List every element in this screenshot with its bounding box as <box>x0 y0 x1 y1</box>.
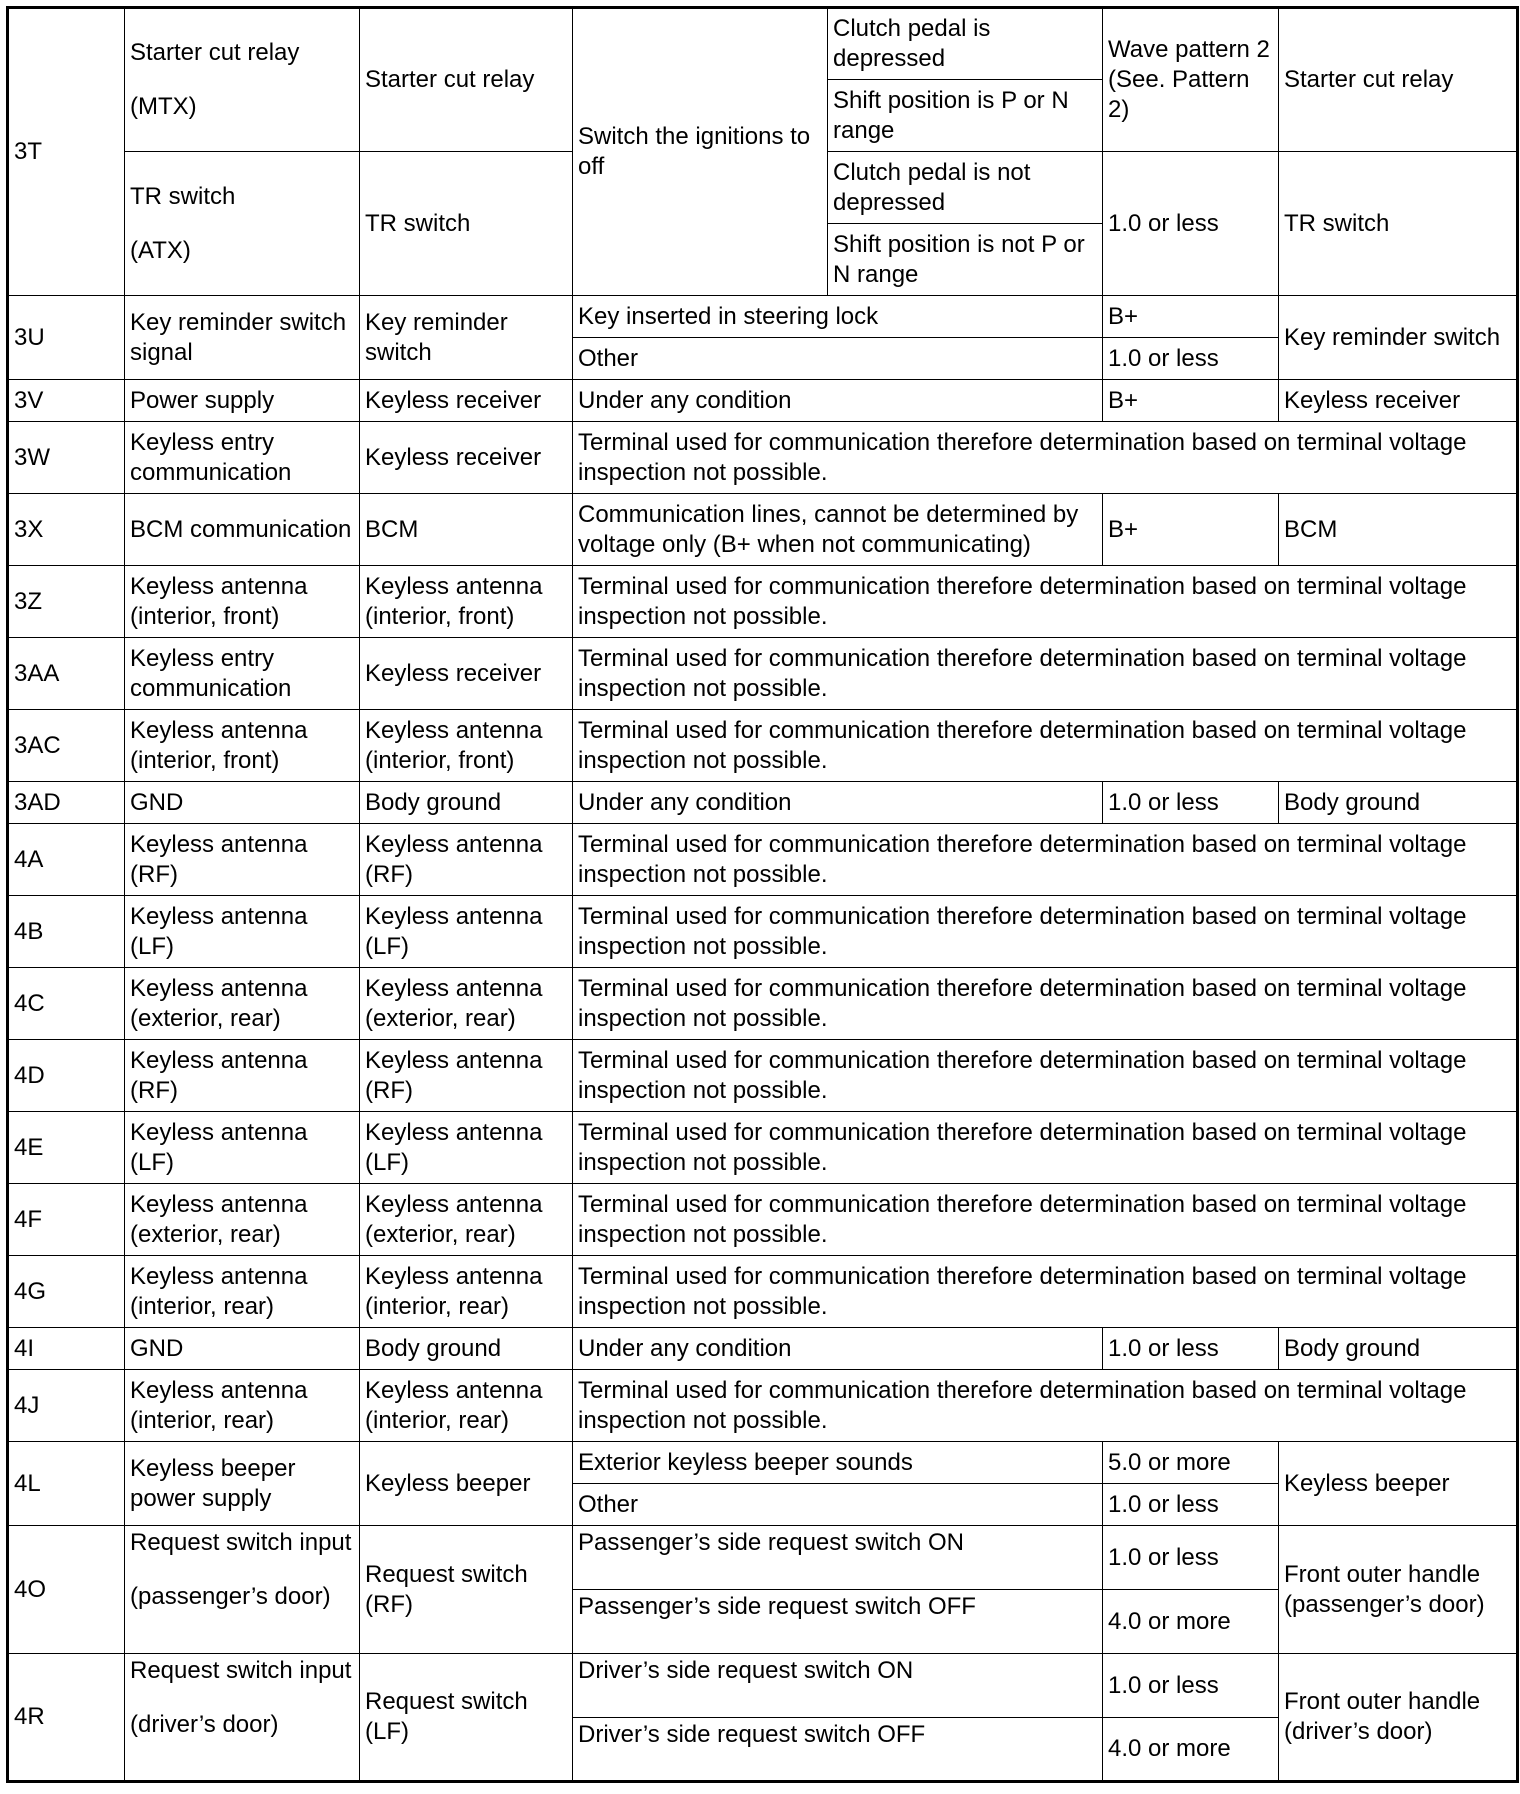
table-row <box>8 1256 1518 1328</box>
connected-to-cell: Keyless antenna (exterior, rear) <box>125 968 360 1040</box>
table-row <box>8 566 1518 638</box>
inspection-item-cell: Keyless antenna (exterior, rear) <box>360 968 573 1040</box>
terminal-cell: 3U <box>8 296 125 380</box>
voltage-cell: 4.0 or more <box>1103 1718 1279 1782</box>
connected-to-cell: Keyless beeper power supply <box>125 1442 360 1526</box>
condition-cell: Under any condition <box>573 1328 1103 1370</box>
voltage-cell: 1.0 or less <box>1103 152 1279 296</box>
note-cell: Terminal used for communication therefore determination based on terminal voltage inspection not possible. <box>573 1112 1518 1184</box>
terminal-cell: 4D <box>8 1040 125 1112</box>
connected-to-cell <box>125 8 360 152</box>
possible-cause-cell: Keyless receiver <box>1279 380 1518 422</box>
terminal-cell: 4E <box>8 1112 125 1184</box>
sub-condition-cell: Clutch pedal is not depressed <box>828 152 1103 224</box>
table-row <box>8 710 1518 782</box>
connected-to-cell: Keyless antenna (LF) <box>125 1112 360 1184</box>
connected-to-cell: Key reminder switch signal <box>125 296 360 380</box>
inspection-item-cell: Keyless receiver <box>360 638 573 710</box>
terminal-cell: 4B <box>8 896 125 968</box>
inspection-item-cell: Keyless antenna (exterior, rear) <box>360 1184 573 1256</box>
condition-cell: Passenger’s side request switch ON <box>573 1526 1103 1590</box>
note-cell: Terminal used for communication therefore determination based on terminal voltage inspection not possible. <box>573 968 1518 1040</box>
voltage-cell: B+ <box>1103 494 1279 566</box>
table-row <box>8 1526 1518 1590</box>
possible-cause-cell: Starter cut relay <box>1279 8 1518 152</box>
terminal-cell: 4C <box>8 968 125 1040</box>
inspection-item-cell: TR switch <box>360 152 573 296</box>
sub-condition-cell: Shift position is P or N range <box>828 80 1103 152</box>
connected-to-note: (MTX) <box>130 93 197 120</box>
table-row <box>8 1112 1518 1184</box>
connected-to-cell: Keyless antenna (interior, front) <box>125 710 360 782</box>
possible-cause-cell: BCM <box>1279 494 1518 566</box>
table-row <box>8 1442 1518 1484</box>
table-row <box>8 896 1518 968</box>
table-row <box>8 1184 1518 1256</box>
inspection-item-cell: Body ground <box>360 1328 573 1370</box>
sub-condition-cell: Shift position is not P or N range <box>828 224 1103 296</box>
connected-to-note: (driver’s door) <box>130 1711 279 1738</box>
terminal-cell: 3T <box>8 8 125 296</box>
condition-cell: Key inserted in steering lock <box>573 296 1103 338</box>
voltage-cell: B+ <box>1103 380 1279 422</box>
table-row <box>8 782 1518 824</box>
note-cell: Terminal used for communication therefore determination based on terminal voltage inspection not possible. <box>573 1184 1518 1256</box>
condition-cell: Driver’s side request switch OFF <box>573 1718 1103 1782</box>
inspection-table <box>6 6 1519 1783</box>
inspection-item-cell: Keyless antenna (LF) <box>360 896 573 968</box>
condition-cell: Under any condition <box>573 782 1103 824</box>
connected-to-text: Request switch input <box>130 1529 352 1556</box>
connected-to-cell: GND <box>125 782 360 824</box>
table-row <box>8 824 1518 896</box>
inspection-item-cell: Keyless antenna (interior, front) <box>360 710 573 782</box>
terminal-cell: 4J <box>8 1370 125 1442</box>
note-cell: Terminal used for communication therefore determination based on terminal voltage inspection not possible. <box>573 566 1518 638</box>
condition-cell: Exterior keyless beeper sounds <box>573 1442 1103 1484</box>
connected-to-cell: Keyless antenna (LF) <box>125 896 360 968</box>
inspection-item-cell: Keyless antenna (LF) <box>360 1112 573 1184</box>
terminal-cell: 3V <box>8 380 125 422</box>
voltage-cell: 5.0 or more <box>1103 1442 1279 1484</box>
terminal-cell: 4A <box>8 824 125 896</box>
inspection-item-cell: Request switch (RF) <box>360 1526 573 1654</box>
inspection-item-cell: Keyless beeper <box>360 1442 573 1526</box>
inspection-item-cell: Keyless receiver <box>360 380 573 422</box>
connected-to-text: Starter cut relay <box>130 39 300 66</box>
table-row <box>8 1040 1518 1112</box>
connected-to-note: (ATX) <box>130 236 191 264</box>
table-row <box>8 296 1518 338</box>
connected-to-cell: Keyless antenna (interior, rear) <box>125 1256 360 1328</box>
table-row <box>8 968 1518 1040</box>
inspection-item-cell: BCM <box>360 494 573 566</box>
inspection-item-cell: Keyless antenna (interior, rear) <box>360 1370 573 1442</box>
possible-cause-cell: Body ground <box>1279 1328 1518 1370</box>
possible-cause-cell: Body ground <box>1279 782 1518 824</box>
connected-to-cell: Power supply <box>125 380 360 422</box>
inspection-item-cell: Keyless antenna (RF) <box>360 824 573 896</box>
table-row <box>8 638 1518 710</box>
terminal-cell: 4O <box>8 1526 125 1654</box>
note-cell: Terminal used for communication therefore determination based on terminal voltage inspection not possible. <box>573 1040 1518 1112</box>
connected-to-cell: BCM communication <box>125 494 360 566</box>
condition-cell: Other <box>573 338 1103 380</box>
inspection-item-cell: Body ground <box>360 782 573 824</box>
connected-to-cell: Keyless antenna (RF) <box>125 824 360 896</box>
condition-cell: Passenger’s side request switch OFF <box>573 1590 1103 1654</box>
connected-to-text: TR switch <box>130 182 236 210</box>
inspection-item-cell: Request switch (LF) <box>360 1654 573 1782</box>
terminal-cell: 4I <box>8 1328 125 1370</box>
note-cell: Terminal used for communication therefore determination based on terminal voltage inspection not possible. <box>573 1370 1518 1442</box>
terminal-cell: 3Z <box>8 566 125 638</box>
note-cell: Terminal used for communication therefore determination based on terminal voltage inspection not possible. <box>573 638 1518 710</box>
terminal-cell: 4R <box>8 1654 125 1782</box>
note-cell: Terminal used for communication therefore determination based on terminal voltage inspection not possible. <box>573 710 1518 782</box>
condition-cell: Communication lines, cannot be determined by voltage only (B+ when not communicating) <box>573 494 1103 566</box>
possible-cause-cell: Key reminder switch <box>1279 296 1518 380</box>
possible-cause-cell: TR switch <box>1279 152 1518 296</box>
voltage-cell: 1.0 or less <box>1103 1328 1279 1370</box>
voltage-cell: B+ <box>1103 296 1279 338</box>
possible-cause-cell: Keyless beeper <box>1279 1442 1518 1526</box>
condition-cell: Other <box>573 1484 1103 1526</box>
table-row <box>8 494 1518 566</box>
terminal-cell: 3AD <box>8 782 125 824</box>
connected-to-cell <box>125 1526 360 1654</box>
voltage-cell: 1.0 or less <box>1103 1654 1279 1718</box>
possible-cause-cell: Front outer handle (passenger’s door) <box>1279 1526 1518 1654</box>
note-cell: Terminal used for communication therefore determination based on terminal voltage inspection not possible. <box>573 896 1518 968</box>
terminal-cell: 4F <box>8 1184 125 1256</box>
inspection-item-cell: Keyless receiver <box>360 422 573 494</box>
table-row <box>8 8 1518 80</box>
connected-to-cell: Keyless entry communication <box>125 638 360 710</box>
voltage-cell: 1.0 or less <box>1103 782 1279 824</box>
connected-to-text: Request switch input <box>130 1657 352 1684</box>
connected-to-cell <box>125 1654 360 1782</box>
table-row <box>8 1370 1518 1442</box>
inspection-item-cell: Keyless antenna (interior, front) <box>360 566 573 638</box>
connected-to-cell: Keyless antenna (interior, rear) <box>125 1370 360 1442</box>
terminal-cell: 3AC <box>8 710 125 782</box>
sub-condition-cell: Clutch pedal is depressed <box>828 8 1103 80</box>
terminal-cell: 4L <box>8 1442 125 1526</box>
terminal-voltage-table <box>6 6 1516 1783</box>
note-cell: Terminal used for communication therefore determination based on terminal voltage inspection not possible. <box>573 422 1518 494</box>
table-row <box>8 1654 1518 1718</box>
voltage-cell: 4.0 or more <box>1103 1590 1279 1654</box>
terminal-cell: 4G <box>8 1256 125 1328</box>
voltage-cell: 1.0 or less <box>1103 1526 1279 1590</box>
voltage-cell: 1.0 or less <box>1103 1484 1279 1526</box>
connected-to-cell: Keyless entry communication <box>125 422 360 494</box>
possible-cause-cell: Front outer handle (driver’s door) <box>1279 1654 1518 1782</box>
inspection-item-cell: Keyless antenna (RF) <box>360 1040 573 1112</box>
inspection-item-cell: Starter cut relay <box>360 8 573 152</box>
voltage-cell: Wave pattern 2 (See. Pattern 2) <box>1103 8 1279 152</box>
terminal-cell: 3AA <box>8 638 125 710</box>
connected-to-cell: GND <box>125 1328 360 1370</box>
connected-to-cell: Keyless antenna (exterior, rear) <box>125 1184 360 1256</box>
condition-cell: Switch the ignitions to off <box>573 8 828 296</box>
connected-to-cell: Keyless antenna (interior, front) <box>125 566 360 638</box>
table-row <box>8 380 1518 422</box>
voltage-cell: 1.0 or less <box>1103 338 1279 380</box>
inspection-item-cell: Keyless antenna (interior, rear) <box>360 1256 573 1328</box>
connected-to-note: (passenger’s door) <box>130 1583 331 1610</box>
table-row <box>8 422 1518 494</box>
note-cell: Terminal used for communication therefore determination based on terminal voltage inspection not possible. <box>573 1256 1518 1328</box>
note-cell: Terminal used for communication therefore determination based on terminal voltage inspection not possible. <box>573 824 1518 896</box>
condition-cell: Under any condition <box>573 380 1103 422</box>
condition-cell: Driver’s side request switch ON <box>573 1654 1103 1718</box>
terminal-cell: 3W <box>8 422 125 494</box>
table-row <box>8 1328 1518 1370</box>
connected-to-cell <box>125 152 360 296</box>
connected-to-cell: Keyless antenna (RF) <box>125 1040 360 1112</box>
inspection-item-cell: Key reminder switch <box>360 296 573 380</box>
terminal-cell: 3X <box>8 494 125 566</box>
